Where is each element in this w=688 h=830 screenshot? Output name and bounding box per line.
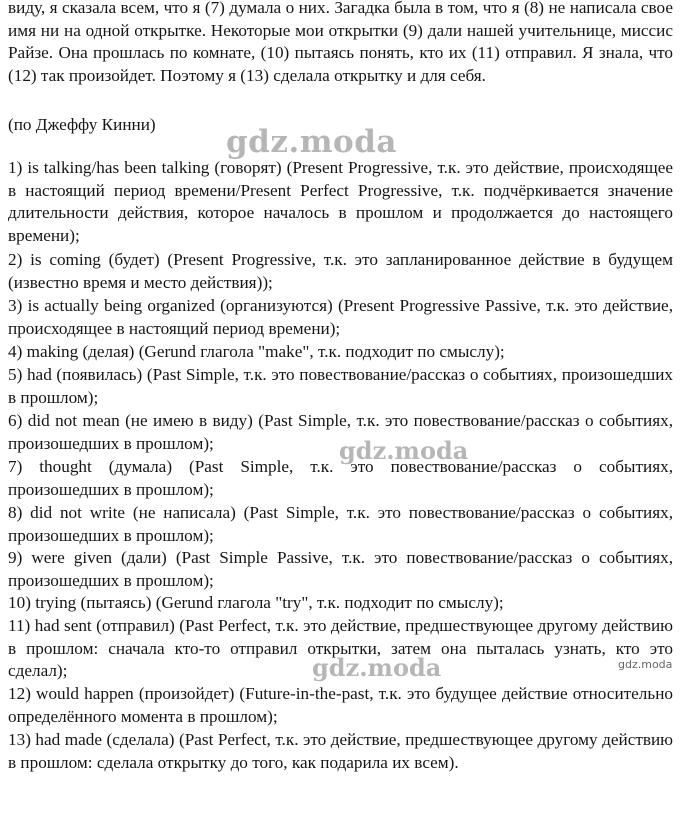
watermark-main: gdz.moda [226, 124, 397, 160]
answer-item-8: 8) did not write (не написала) (Past Simple, т.к. это повествование/рассказ о событиях, произошедших в прошлом); [8, 503, 673, 545]
watermark-middle: gdz.moda [339, 436, 469, 465]
answer-item-2: 2) is coming (будет) (Present Progressive, т.к. это запланированное действие в будущем (известно время и место действия)); [8, 250, 673, 292]
answer-item-11: 11) had sent (отправил) (Past Perfect, т.к. это действие, предшествующее другому действию в прошлом: сначала кто-то отправил открытки, затем она пыталась узнать, кто это сделал); [8, 616, 673, 681]
answer-item-12: 12) would happen (произойдет) (Future-in-the-past, т.к. это будущее действие относительно определённого момента в прошлом); [8, 684, 673, 726]
answer-item-6: 6) did not mean (не имею в виду) (Past Simple, т.к. это повествование/рассказ о событиях, произошедших в прошлом); [8, 411, 673, 453]
source-attribution: (по Джеффу Кинни) [8, 115, 156, 134]
answer-item-4: 4) making (делая) (Gerund глагола "make", т.к. подходит по смыслу); [8, 342, 505, 361]
answer-item-9: 9) were given (дали) (Past Simple Passive, т.к. это повествование/рассказ о событиях, произошедших в прошлом); [8, 548, 673, 590]
watermark-small: gdz.moda [618, 658, 673, 671]
answer-item-7: 7) thought (думала) (Past Simple, т.к. это повествование/рассказ о событиях, произошедших в прошлом); [8, 457, 673, 499]
answer-item-3: 3) is actually being organized (организуются) (Present Progressive Passive, т.к. это действие, происходящее в настоящий период времени); [8, 296, 673, 338]
answer-item-13: 13) had made (сделала) (Past Perfect, т.к. это действие, предшествующее другому действию в прошлом: сделала открытку до того, как подарила их всем). [8, 730, 673, 772]
answer-item-5: 5) had (появилась) (Past Simple, т.к. это повествование/рассказ о событиях, произошедших в прошлом); [8, 365, 673, 407]
watermark-lower: gdz.moda [312, 653, 442, 682]
answer-item-1: 1) is talking/has been talking (говорят) (Present Progressive, т.к. это действие, происходящее в настоящий период времени/Present Perfect Progressive, т.к. подчёркивается значение длительности действия, которое началось в прошлом и продолжается до настоящего времени); [8, 158, 673, 245]
intro-paragraph: виду, я сказала всем, что я (7) думала о них. Загадка была в том, что я (8) не написала свое имя ни на одной открытке. Некоторые мои открытки (9) дали нашей учительнице, миссис Райзе. Она прошлась по комнате, (10) пытаясь понять, кто их (11) отправил. Я знала, что (12) так произойдет. Поэтому я (13) сделала открытку и для себя. [8, 0, 673, 85]
answer-item-10: 10) trying (пытаясь) (Gerund глагола "try", т.к. подходит по смыслу); [8, 593, 504, 612]
